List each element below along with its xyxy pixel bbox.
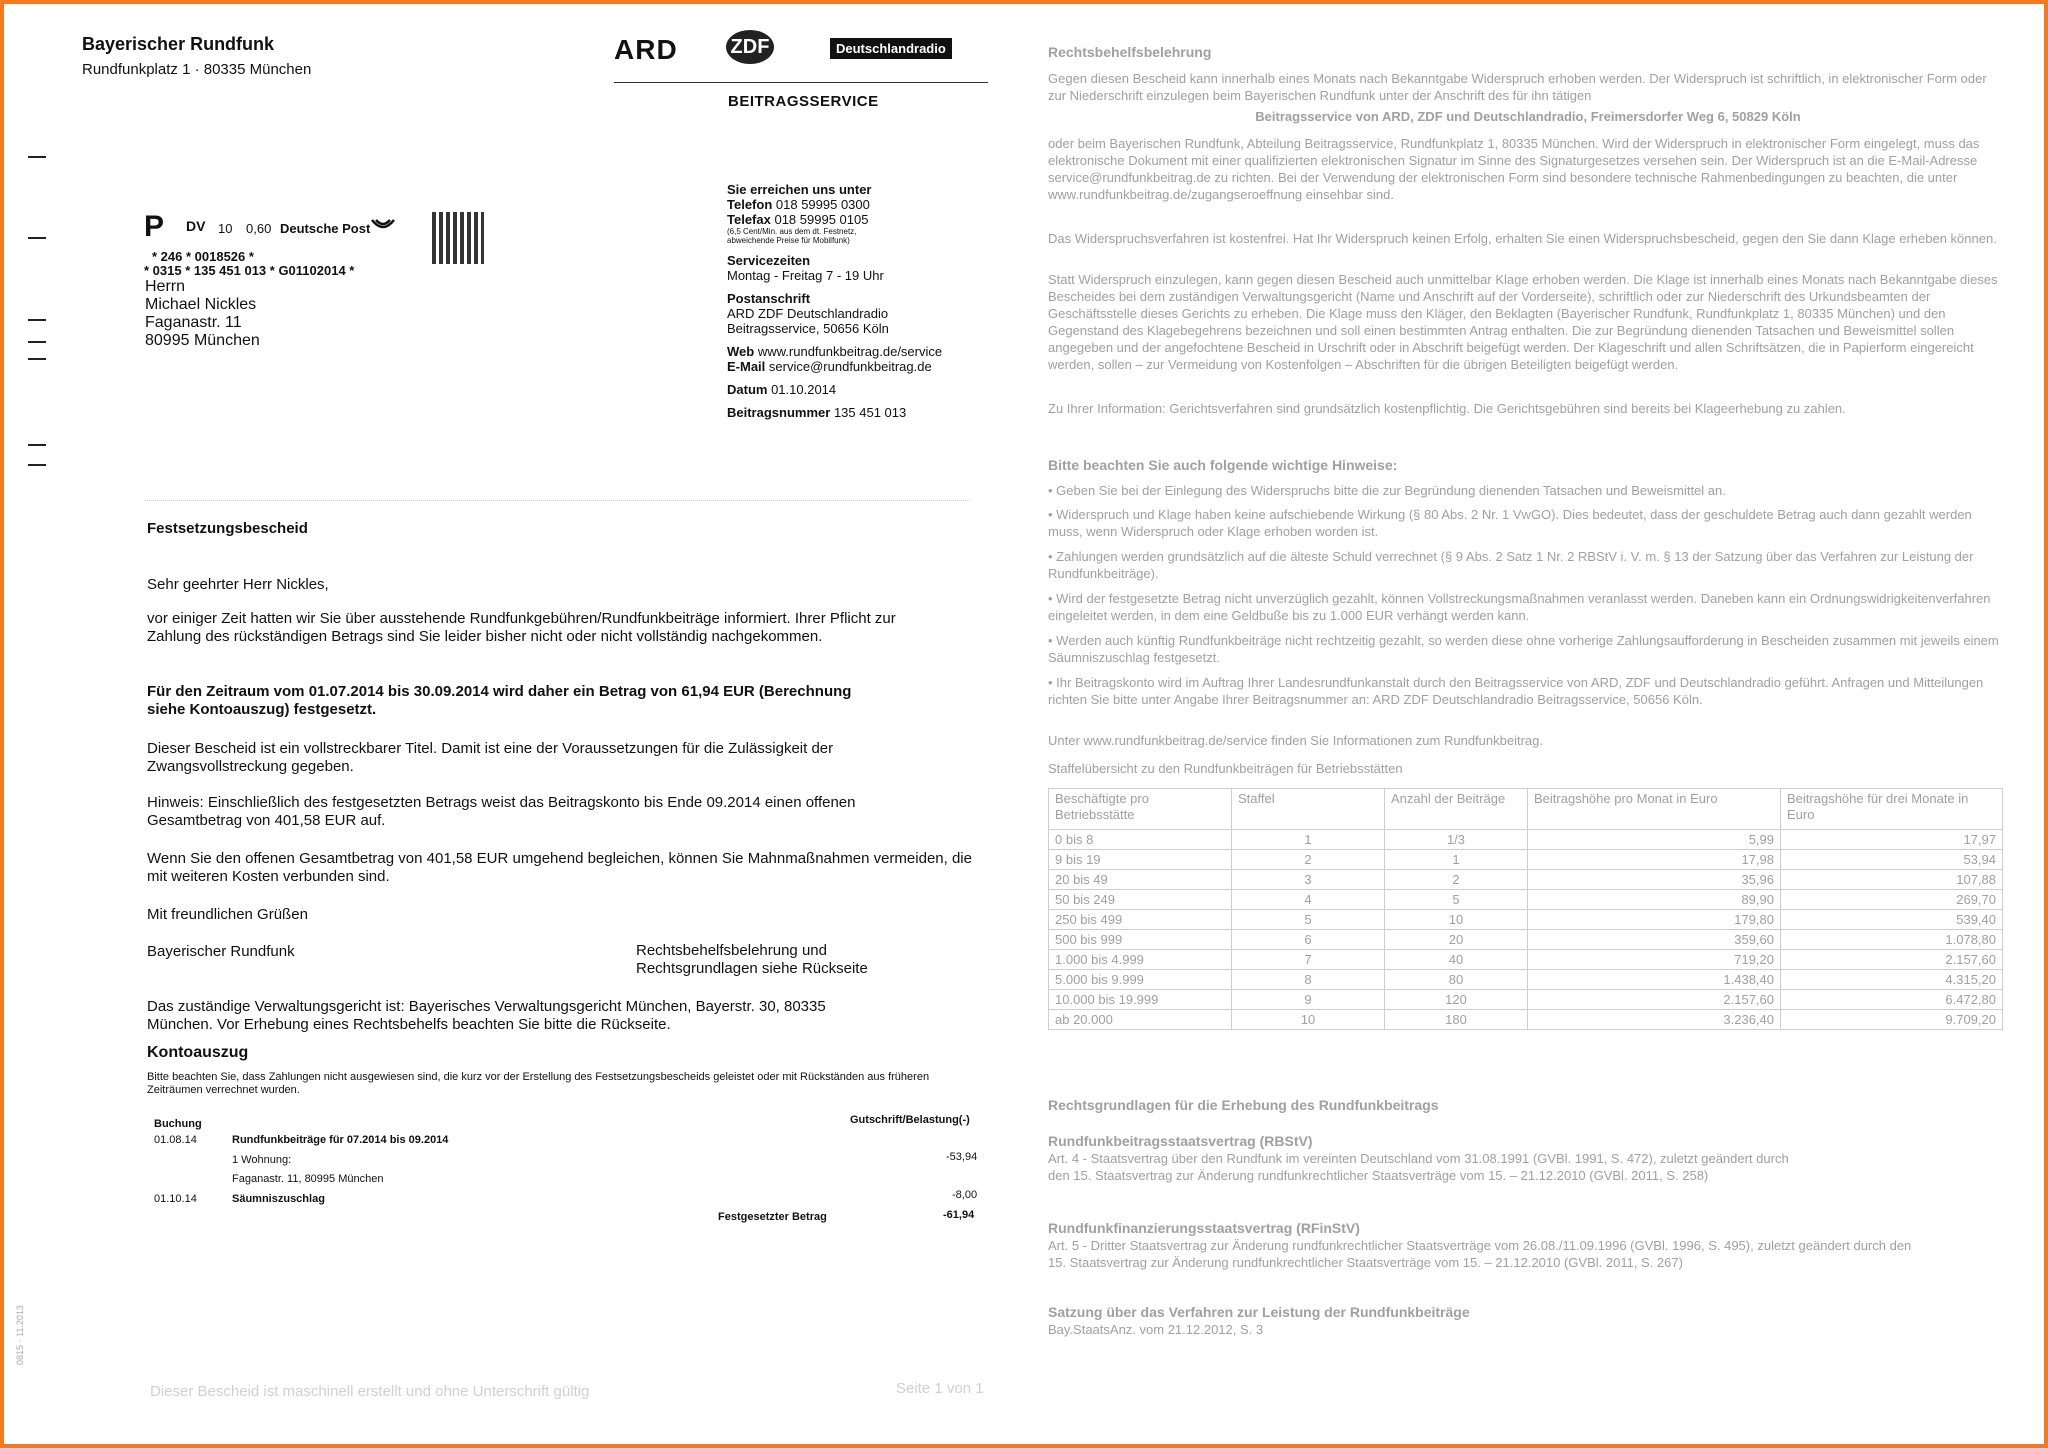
contact-heading: Sie erreichen uns unter (727, 182, 872, 197)
table-cell: 5,99 (1528, 830, 1781, 850)
hint-5: • Werden auch künftig Rundfunkbeiträge nicht rechtzeitig gezahlt, so werden diese ohne vorherige Zahlungsaufforderung in Bescheiden zusammen mit jeweils einem Säumniszuschlag festgesetzt. (1048, 633, 1999, 665)
fax-value: 018 59995 0105 (774, 212, 869, 227)
table-cell: 1.438,40 (1528, 970, 1781, 990)
post-line1: ARD ZDF Deutschlandradio (727, 306, 889, 321)
hint-1: • Geben Sie bei der Einlegung des Widerspruchs bitte die zur Begründung dienenden Tatsachen und Beweismittel an. (1048, 483, 1726, 498)
statement-note: Bitte beachten Sie, dass Zahlungen nicht ausgewiesen sind, die kurz vor der Erstellung des Festsetzungsbescheids geleistet oder mit Rückständen aus früheren Zeiträumen verrechnet wurden. (147, 1071, 930, 1096)
postmark-dv: DV (186, 218, 206, 234)
fold-mark (28, 156, 46, 158)
reference-line2: Rechtsgrundlagen siehe Rückseite (636, 960, 868, 977)
back-paragraph-4: Statt Widerspruch einzulegen, kann gegen diesen Bescheid auch unmittelbar Klage erhoben werden. Die Klage ist innerhalb eines Monats nach Bekanntgabe dieses Bescheides bei dem zuständigen Verwaltungsgericht (Name und Anschrift auf der Vorderseite), schriftlich oder zur Niederschrift des Urkundsbeamten der Geschäftsstelle dieses Gerichts zu erheben. Die Klage muss den Kläger, den Beklagten (Bayerischer Rundfunk, Rundfunkplatz 1, 80335 München) und den Gegenstand des Klagebegehrens bezeichnen und soll einen bestimmten Antrag enthalten. Die zur Begründung dienenden Tatsachen und Beweismittel sollen angegeben und der angefochtene Bescheid in Urschrift oder in Abschrift beigefügt werden. Der Klageschrift und allen Schriftsätzen, die in Papierform eingereicht werden, sollen – zur Vermeidung von Kostenfolgen – Abschriften für die übrigen Beteiligten beigefügt werden. (1048, 272, 1998, 372)
paragraph-1: vor einiger Zeit hatten wir Sie über ausstehende Rundfunkgebühren/Rundfunkbeiträge informiert. Ihrer Pflicht zur Zahlung des rückständigen Betrags sind Sie leider bisher nicht oder nicht vollständig nachgekommen. (147, 610, 896, 645)
post-line2: Beitragsservice, 50656 Köln (727, 321, 889, 336)
fax-label: Telefax (727, 212, 771, 227)
table-cell: 20 (1385, 930, 1528, 950)
law1-text: Art. 4 - Staatsvertrag über den Rundfunk im vereinten Deutschland vom 31.08.1991 (GVBl. 1991, S. 472), zuletzt geändert durch den 15. Staatsvertrag zur Änderung rundfunkrechtlicher Staatsverträge vom 15. – 21.12.2010 (GVBl. 2011, S. 258) (1048, 1151, 1789, 1183)
table-row (1049, 850, 2003, 870)
row2-date: 01.10.14 (154, 1193, 197, 1205)
back-paragraph-3: Das Widerspruchsverfahren ist kostenfrei. Hat Ihr Widerspruch keinen Erfolg, erhalten Sie einen Widerspruchsbescheid, gegen den Sie dann Klage erheben können. (1048, 231, 1997, 246)
signer: Bayerischer Rundfunk (147, 943, 295, 960)
table-cell: 2 (1385, 870, 1528, 890)
phone-note: (6,5 Cent/Min. aus dem dt. Festnetz, abweichende Preise für Mobilfunk) (727, 227, 857, 245)
row1-date: 01.08.14 (154, 1134, 197, 1146)
row1-sub2: Faganastr. 11, 80995 München (232, 1173, 384, 1185)
zdf-logo: ZDF (726, 30, 774, 64)
contribution-number: 135 451 013 (833, 405, 907, 420)
table-cell: 1/3 (1385, 830, 1528, 850)
table-cell: 5 (1232, 910, 1385, 930)
table-cell: 2.157,60 (1781, 950, 2003, 970)
col-amount: Gutschrift/Belastung(-) (850, 1114, 970, 1126)
table-cell: 539,40 (1781, 910, 2003, 930)
back-paragraph-5: Zu Ihrer Information: Gerichtsverfahren sind grundsätzlich kostenpflichtig. Die Gerichtsgebühren sind bereits bei Klageerhebung zu zahlen. (1048, 401, 1846, 416)
sender-address: Rundfunkplatz 1 · 80335 München (82, 61, 312, 78)
logo-divider (614, 82, 988, 83)
letter-title: Festsetzungsbescheid (147, 520, 308, 537)
row1-amount: -53,94 (946, 1151, 978, 1163)
table-header-row (1049, 789, 2003, 830)
table-cell: 35,96 (1528, 870, 1781, 890)
table-row (1049, 890, 2003, 910)
recipient-address (145, 278, 260, 350)
table-cell: 3 (1232, 870, 1385, 890)
ard-logo: ARD (614, 34, 678, 65)
law1-title: Rundfunkbeitragsstaatsvertrag (RBStV) (1048, 1133, 1313, 1149)
hint-2: • Widerspruch und Klage haben keine aufschiebende Wirkung (§ 80 Abs. 2 Nr. 1 VwGO). Dies bedeutet, dass der geschuldete Betrag auch dann gezahlt werden muss, wenn Widerspruch oder Klage erhoben worden ist. (1048, 507, 1972, 539)
table-cell: 0 bis 8 (1049, 830, 1232, 850)
table-cell: 50 bis 249 (1049, 890, 1232, 910)
table-cell: 120 (1385, 990, 1528, 1010)
hint-6: • Ihr Beitragskonto wird im Auftrag Ihrer Landesrundfunkanstalt durch den Beitragsservice von ARD, ZDF und Deutschlandradio geführt. Anfragen und Mitteilungen richten Sie bitte unter Angabe Ihrer Beitragsnummer an: ARD ZDF Deutschlandradio Beitragsservice, 50656 Köln. (1048, 675, 1984, 707)
postmark-n2: 0,60 (246, 221, 272, 236)
recipient-city: 80995 München (145, 332, 260, 349)
table-cell: 10 (1385, 910, 1528, 930)
hint-3: • Zahlungen werden grundsätzlich auf die älteste Schuld verrechnet (§ 9 Abs. 2 Satz 1 Nr. 2 RBStV i. V. m. § 13 der Satzung über das Verfahren zur Leistung der Rundfunkbeiträge). (1048, 549, 1974, 581)
contribution-table (1048, 788, 2003, 1030)
table-cell: 1 (1232, 830, 1385, 850)
table-cell: 250 bis 499 (1049, 910, 1232, 930)
table-cell: 89,90 (1528, 890, 1781, 910)
fold-mark (28, 237, 46, 239)
table-cell: 7 (1232, 950, 1385, 970)
table-header: Beitragshöhe pro Monat in Euro (1528, 789, 1781, 830)
table-cell: 359,60 (1528, 930, 1781, 950)
row1-text: Rundfunkbeiträge für 07.2014 bis 09.2014 (232, 1134, 449, 1146)
table-cell: 269,70 (1781, 890, 2003, 910)
date-label: Datum (727, 382, 768, 397)
phone-value: 018 59995 0300 (775, 197, 870, 212)
back-paragraph-1: Gegen diesen Bescheid kann innerhalb eines Monats nach Bekanntgabe Widerspruch erhoben werden. Der Widerspruch ist schriftlich, in elektronischer Form oder zur Niederschrift einzulegen beim Bayerischen Rundfunk unter der Anschrift des für ihn tätigen (1048, 71, 1987, 103)
fold-mark (28, 358, 46, 360)
table-cell: 4 (1232, 890, 1385, 910)
service-hours: Montag - Freitag 7 - 19 Uhr (727, 268, 884, 283)
table-cell: 9 (1232, 990, 1385, 1010)
form-code: 0815 · 11.2013 (14, 1305, 25, 1365)
back-paragraph-6: Unter www.rundfunkbeitrag.de/service finden Sie Informationen zum Rundfunkbeitrag. (1048, 733, 1543, 748)
table-cell: 500 bis 999 (1049, 930, 1232, 950)
table-cell: 179,80 (1528, 910, 1781, 930)
table-cell: 10 (1232, 1010, 1385, 1030)
law3-text: Bay.StaatsAnz. vom 21.12.2012, S. 3 (1048, 1322, 1264, 1337)
post-label: Postanschrift (727, 291, 811, 306)
back-paragraph-2: oder beim Bayerischen Rundfunk, Abteilung Beitragsservice, Rundfunkplatz 1, 80335 München. Wird der Widerspruch in elektronischer Form eingelegt, muss das elektronische Dokument mit einer qualifizierten elektronischen Signatur im Sinne des Signaturgesetzes versehen sein. Der Widerspruch ist an die E-Mail-Adresse service@rundfunkbeitrag.de zu richten. Bei der Verwendung der elektronischen Form sind besondere technische Rahmenbedingungen zu beachten, die unter www.rundfunkbeitrag.de/zugangseroeffnung einsehbar sind. (1048, 136, 1980, 202)
col-booking: Buchung (154, 1118, 202, 1130)
sender-name: Bayerischer Rundfunk (82, 34, 275, 54)
table-row (1049, 910, 2003, 930)
fold-mark (28, 444, 46, 446)
mail-link: service@rundfunkbeitrag.de (768, 359, 932, 374)
table-row (1049, 950, 2003, 970)
row1-sub1: 1 Wohnung: (232, 1154, 292, 1166)
web-label: Web (727, 344, 755, 359)
postmark-code2: * 0315 * 135 451 013 * G01102014 * (144, 263, 355, 278)
table-cell: 8 (1232, 970, 1385, 990)
court-info: Das zuständige Verwaltungsgericht ist: Bayerisches Verwaltungsgericht München, Bayerstr. 30, 80335 München. Vor Erhebung eines Rechtsbehelfs beachten Sie bitte die Rückseite. (147, 998, 826, 1033)
deutschlandradio-logo: Deutschlandradio (830, 38, 952, 59)
paragraph-5: Wenn Sie den offenen Gesamtbetrag von 401,58 EUR umgehend begleichen, können Sie Mahnmaßnahmen vermeiden, die mit weiteren Kosten verbunden sind. (147, 850, 972, 885)
postmark-code1: * 246 * 0018526 * (152, 249, 254, 264)
back-address: Beitragsservice von ARD, ZDF und Deutschlandradio, Freimersdorfer Weg 6, 50829 Köln (1255, 109, 1801, 124)
law3-title: Satzung über das Verfahren zur Leistung der Rundfunkbeiträge (1048, 1304, 1470, 1320)
table-cell: ab 20.000 (1049, 1010, 1232, 1030)
table-cell: 10.000 bis 19.999 (1049, 990, 1232, 1010)
table-cell: 80 (1385, 970, 1528, 990)
table-row (1049, 930, 2003, 950)
post-horn-icon (370, 216, 396, 236)
table-cell: 9 bis 19 (1049, 850, 1232, 870)
table-row (1049, 1010, 2003, 1030)
back-heading-2: Bitte beachten Sie auch folgende wichtige Hinweise: (1048, 457, 1398, 473)
total-amount: -61,94 (943, 1209, 975, 1221)
contribution-number-label: Beitragsnummer (727, 405, 831, 420)
table-row (1049, 970, 2003, 990)
table-cell: 20 bis 49 (1049, 870, 1232, 890)
service-label: Servicezeiten (727, 253, 811, 268)
table-cell: 5.000 bis 9.999 (1049, 970, 1232, 990)
total-label: Festgesetzter Betrag (718, 1211, 827, 1223)
recipient-street: Faganastr. 11 (145, 314, 242, 331)
back-heading-1: Rechtsbehelfsbelehrung (1048, 44, 1212, 60)
table-cell: 1.000 bis 4.999 (1049, 950, 1232, 970)
beitragsservice-logo: BEITRAGSSERVICE (728, 93, 879, 110)
table-caption: Staffelübersicht zu den Rundfunkbeiträgen für Betriebsstätten (1048, 761, 1403, 776)
row2-text: Säumniszuschlag (232, 1193, 325, 1205)
qr-code-icon (432, 212, 484, 264)
web-link: www.rundfunkbeitrag.de/service (757, 344, 943, 359)
table-cell: 6.472,80 (1781, 990, 2003, 1010)
phone-label: Telefon (727, 197, 773, 212)
table-header: Beschäftigte pro Betriebsstätte (1049, 789, 1232, 830)
postmark-p: P (144, 210, 165, 243)
table-header: Anzahl der Beiträge (1385, 789, 1528, 830)
recipient-salutation: Herrn (145, 278, 186, 295)
row2-amount: -8,00 (952, 1189, 978, 1201)
law2-title: Rundfunkfinanzierungsstaatsvertrag (RFinStV) (1048, 1220, 1360, 1236)
table-cell: 719,20 (1528, 950, 1781, 970)
table-cell: 40 (1385, 950, 1528, 970)
greeting: Sehr geehrter Herr Nickles, (147, 576, 329, 593)
table-row (1049, 990, 2003, 1010)
divider (145, 500, 970, 501)
table-row (1049, 870, 2003, 890)
table-cell: 6 (1232, 930, 1385, 950)
paragraph-3: Dieser Bescheid ist ein vollstreckbarer Titel. Damit ist eine der Voraussetzungen für die Zulässigkeit der Zwangsvollstreckung gegeben. (147, 740, 834, 775)
page-number: Seite 1 von 1 (896, 1380, 984, 1397)
table-header: Beitragshöhe für drei Monate in Euro (1781, 789, 2003, 830)
mail-label: E-Mail (727, 359, 766, 374)
paragraph-4: Hinweis: Einschließlich des festgesetzten Betrags weist das Beitragskonto bis Ende 09.2014 einen offenen Gesamtbetrag von 401,58 EUR auf. (147, 794, 856, 829)
table-cell: 17,97 (1781, 830, 2003, 850)
table-row (1049, 830, 2003, 850)
table-header: Staffel (1232, 789, 1385, 830)
postmark-n1: 10 (218, 221, 233, 236)
hint-4: • Wird der festgesetzte Betrag nicht unverzüglich gezahlt, können Vollstreckungsmaßnahmen veranlasst werden. Daneben kann ein Ordnungswidrigkeitenverfahren eingeleitet werden, in dem eine Geldbuße bis zu 1.000 EUR verhängt werden kann. (1048, 591, 1991, 623)
table-cell: 17,98 (1528, 850, 1781, 870)
fold-mark (28, 341, 46, 343)
deutsche-post: Deutsche Post (280, 221, 371, 236)
fold-mark (28, 464, 46, 466)
reference-line1: Rechtsbehelfsbelehrung und (636, 942, 827, 959)
table-cell: 107,88 (1781, 870, 2003, 890)
closing: Mit freundlichen Grüßen (147, 906, 308, 923)
statement-title: Kontoauszug (147, 1044, 249, 1061)
table-cell: 9.709,20 (1781, 1010, 2003, 1030)
table-cell: 4.315,20 (1781, 970, 2003, 990)
table-cell: 2.157,60 (1528, 990, 1781, 1010)
recipient-name: Michael Nickles (145, 296, 257, 313)
table-cell: 2 (1232, 850, 1385, 870)
date-value: 01.10.2014 (771, 382, 837, 397)
table-cell: 3.236,40 (1528, 1010, 1781, 1030)
fold-mark (28, 319, 46, 321)
footer-note: Dieser Bescheid ist maschinell erstellt und ohne Unterschrift gültig (150, 1383, 590, 1400)
back-heading-3: Rechtsgrundlagen für die Erhebung des Rundfunkbeitrags (1048, 1097, 1439, 1113)
contact-block (727, 182, 987, 420)
table-cell: 1.078,80 (1781, 930, 2003, 950)
table-cell: 53,94 (1781, 850, 2003, 870)
paragraph-amount: Für den Zeitraum vom 01.07.2014 bis 30.09.2014 wird daher ein Betrag von 61,94 EUR (Berechnung siehe Kontoauszug) festgesetzt. (147, 683, 852, 718)
table-cell: 180 (1385, 1010, 1528, 1030)
law2-text: Art. 5 - Dritter Staatsvertrag zur Änderung rundfunkrechtlicher Staatsverträge vom 26.08./11.09.1996 (GVBl. 1996, S. 495), zuletzt geändert durch den 15. Staatsvertrag zur Änderung rundfunkrechtlicher Staatsverträge vom 15. – 21.12.2010 (GVBl. 2011, S. 267) (1048, 1238, 1912, 1270)
table-cell: 1 (1385, 850, 1528, 870)
table-cell: 5 (1385, 890, 1528, 910)
